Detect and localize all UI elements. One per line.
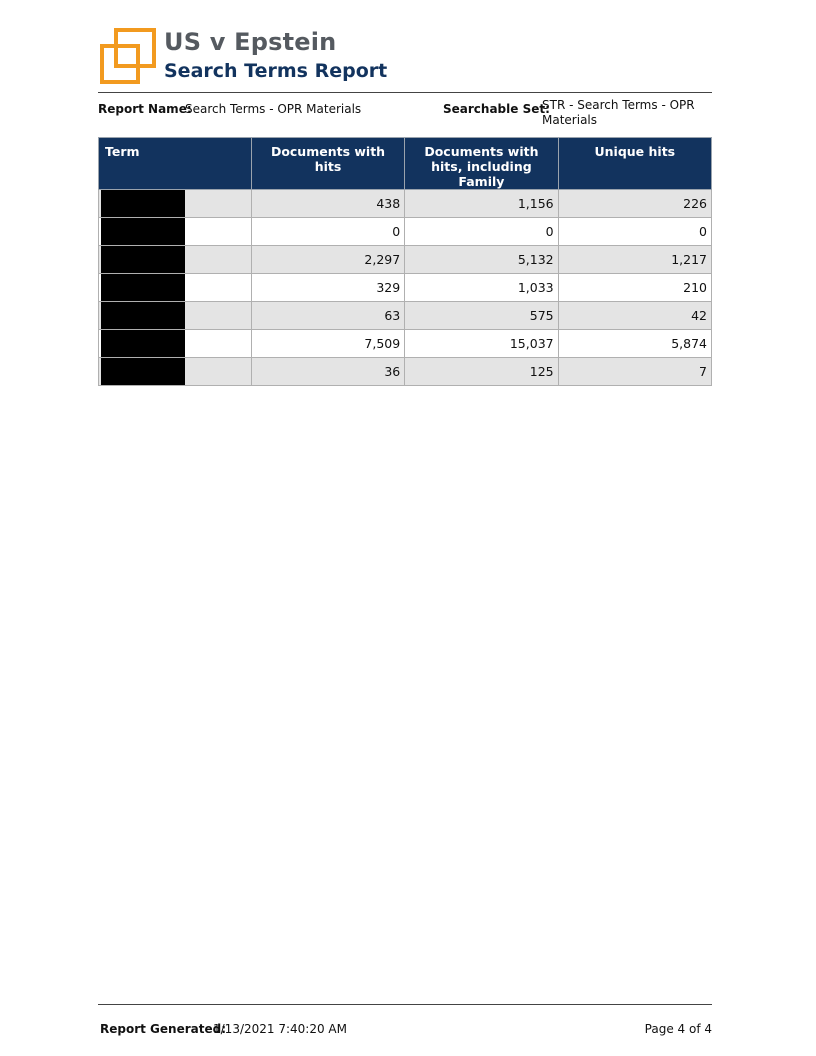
column-header-unique: Unique hits <box>558 138 711 190</box>
redaction-block <box>101 302 185 329</box>
term-cell <box>99 246 252 274</box>
search-terms-table <box>98 137 712 386</box>
docs-cell: 7,509 <box>251 330 404 358</box>
table-row <box>99 358 712 386</box>
family-cell: 125 <box>405 358 558 386</box>
redaction-block <box>101 358 185 385</box>
redaction-block <box>101 274 185 301</box>
searchable-set-value: STR - Search Terms - OPR Materials <box>542 98 695 127</box>
report-generated-value: 1/13/2021 7:40:20 AM <box>213 1022 347 1036</box>
family-cell: 1,156 <box>405 190 558 218</box>
term-cell <box>99 302 252 330</box>
logo-icon <box>98 26 158 86</box>
docs-cell: 36 <box>251 358 404 386</box>
table-row <box>99 302 712 330</box>
report-generated-label: Report Generated: <box>100 1022 226 1036</box>
term-cell <box>99 358 252 386</box>
redaction-block <box>101 190 185 217</box>
unique-cell: 0 <box>558 218 711 246</box>
column-header-family: Documents with hits, including Family <box>405 138 558 190</box>
table-row <box>99 330 712 358</box>
table-header-row <box>99 138 712 190</box>
page-number: Page 4 of 4 <box>644 1022 712 1036</box>
term-cell <box>99 274 252 302</box>
family-cell: 575 <box>405 302 558 330</box>
unique-cell: 5,874 <box>558 330 711 358</box>
family-cell: 15,037 <box>405 330 558 358</box>
case-title: US v Epstein <box>164 28 337 56</box>
unique-cell: 210 <box>558 274 711 302</box>
unique-cell: 7 <box>558 358 711 386</box>
unique-cell: 1,217 <box>558 246 711 274</box>
header-divider <box>98 92 712 93</box>
family-cell: 5,132 <box>405 246 558 274</box>
column-header-docs: Documents with hits <box>251 138 404 190</box>
table-row <box>99 246 712 274</box>
unique-cell: 226 <box>558 190 711 218</box>
table-row <box>99 190 712 218</box>
column-header-term: Term <box>99 138 252 190</box>
footer-divider <box>98 1004 712 1005</box>
docs-cell: 438 <box>251 190 404 218</box>
docs-cell: 329 <box>251 274 404 302</box>
report-title: Search Terms Report <box>164 60 388 82</box>
family-cell: 0 <box>405 218 558 246</box>
searchable-set-label: Searchable Set: <box>443 102 550 116</box>
docs-cell: 2,297 <box>251 246 404 274</box>
term-cell <box>99 330 252 358</box>
table-row <box>99 218 712 246</box>
family-cell: 1,033 <box>405 274 558 302</box>
report-name-value: Search Terms - OPR Materials <box>185 102 362 116</box>
docs-cell: 63 <box>251 302 404 330</box>
redaction-block <box>101 218 185 245</box>
report-name-label: Report Name: <box>98 102 192 116</box>
term-cell <box>99 218 252 246</box>
term-cell <box>99 190 252 218</box>
docs-cell: 0 <box>251 218 404 246</box>
redaction-block <box>101 330 185 357</box>
redaction-block <box>101 246 185 273</box>
table-row <box>99 274 712 302</box>
unique-cell: 42 <box>558 302 711 330</box>
